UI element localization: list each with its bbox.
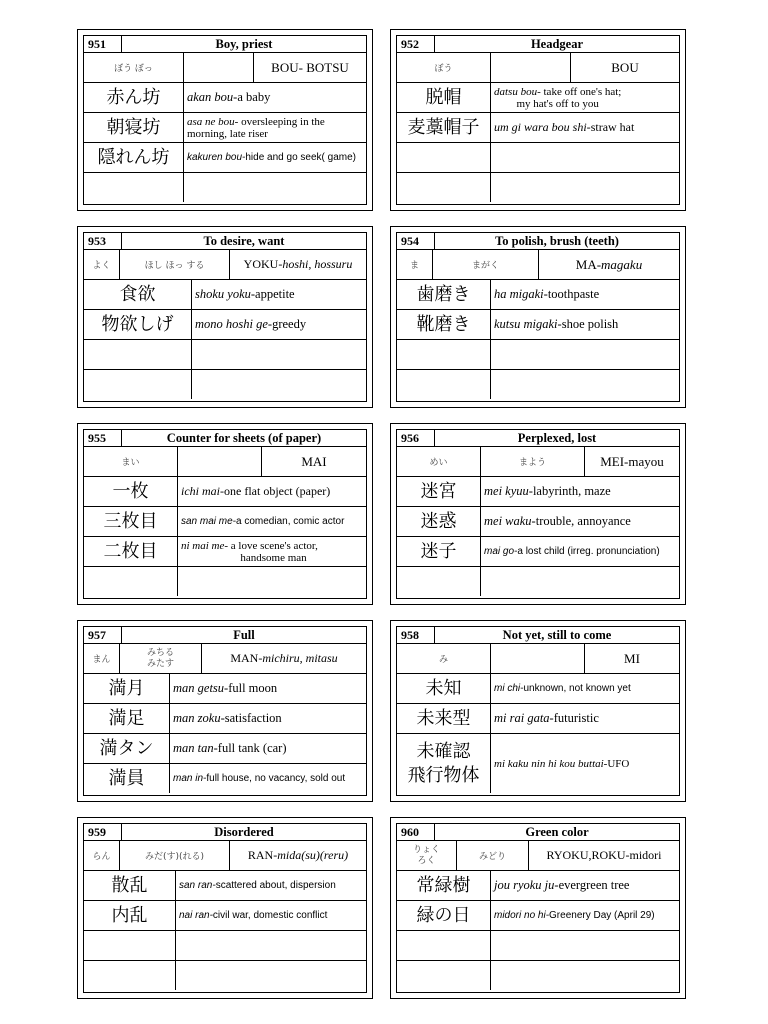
vocab-row-empty [397,340,679,370]
vocab-meaning [192,370,366,399]
vocab-word: 脱帽 [397,83,491,112]
vocab-word: 迷惑 [397,507,481,536]
vocab-word [397,370,491,399]
vocab-row-empty [397,173,679,202]
vocab-word: 常緑樹 [397,871,491,900]
vocab-meaning: ni mai me- a love scene's actor, handsome man [181,539,318,564]
vocab-meaning: kutsu migaki- shoe polish [494,317,619,331]
vocab-meaning [491,370,679,399]
kanji-card-959 [77,817,373,999]
kun-reading [491,53,571,82]
vocab-meaning [491,340,679,369]
card-number: 955 [84,430,122,446]
vocab-meaning [491,143,679,172]
vocab-word [397,143,491,172]
vocab-meaning: ichi mai- one flat object (paper) [181,484,331,498]
vocab-word: 歯磨き [397,280,491,309]
romaji-reading: RAN- mida(su)(reru) [247,848,349,862]
vocab-row-empty [84,173,366,202]
vocab-row [397,83,679,113]
vocab-meaning: san ran- scattered about, dispersion [179,880,336,891]
card-number: 959 [84,824,122,840]
kun-reading [491,644,585,673]
vocab-row-empty [84,567,366,596]
vocab-word [84,931,176,960]
card-title: Disordered [214,825,274,839]
card-number: 958 [397,627,435,643]
card-number: 952 [397,36,435,52]
vocab-meaning: kakuren bou- hide and go seek( game) [187,152,356,163]
vocab-row-empty [397,961,679,990]
vocab-row-empty [84,931,366,961]
romaji-reading: BOU [611,59,639,75]
kun-reading [184,53,254,82]
vocab-meaning: ha migaki- toothpaste [494,287,600,301]
vocab-row [84,704,366,734]
vocab-row [84,83,366,113]
vocab-meaning [481,567,679,596]
vocab-meaning [176,931,366,960]
vocab-meaning: man zoku- satisfaction [173,711,282,725]
vocab-row [84,310,366,340]
vocab-word [84,567,178,596]
vocab-row-empty [84,340,366,370]
romaji-reading: YOKU- hoshi, hossuru [243,257,353,271]
vocab-meaning [491,931,679,960]
kun-reading [178,447,262,476]
card-number: 957 [84,627,122,643]
vocab-meaning [184,173,366,202]
vocab-row [397,674,679,704]
vocab-row [84,901,366,931]
vocab-word [84,370,192,399]
vocab-word: 一枚 [84,477,178,506]
vocab-meaning: um gi wara bou shi- straw hat [494,120,635,134]
vocab-word [84,340,192,369]
vocab-meaning [176,961,366,990]
romaji-reading: MI [624,650,640,666]
kun-reading: みどり [457,841,529,870]
vocab-word: 物欲しげ [84,310,192,339]
vocab-word: 満タン [84,734,170,763]
vocab-word: 朝寝坊 [84,113,184,142]
on-reading: み [397,644,491,673]
vocab-meaning: man getsu- full moon [173,681,278,695]
vocab-row [397,704,679,734]
vocab-meaning: mei kyuu- labyrinth, maze [484,484,611,498]
vocab-meaning [491,961,679,990]
card-title: To polish, brush (teeth) [495,234,619,248]
card-number: 954 [397,233,435,249]
vocab-row-empty [397,931,679,961]
vocab-row [397,871,679,901]
vocab-word: 迷宮 [397,477,481,506]
card-title: Boy, priest [215,37,273,51]
vocab-row-empty [397,567,679,596]
kun-reading: みだ(す)(れる) [120,841,230,870]
kanji-card-951 [77,29,373,211]
vocab-meaning: jou ryoku ju- evergreen tree [494,878,630,892]
vocab-meaning: asa ne bou- oversleeping in the morning, late riser [187,115,325,140]
vocab-row-empty [397,370,679,399]
vocab-meaning: nai ran- civil war, domestic conflict [179,910,328,921]
card-title: Full [233,628,255,642]
on-reading: まん [84,644,120,673]
on-reading: らん [84,841,120,870]
vocab-word [397,173,491,202]
card-number: 953 [84,233,122,249]
on-reading: りょく ろく [397,841,457,870]
card-title: Counter for sheets (of paper) [166,431,322,445]
vocab-word: 靴磨き [397,310,491,339]
vocab-row [397,734,679,793]
vocab-word [397,340,491,369]
vocab-row [84,734,366,764]
vocab-meaning: mai go- a lost child (irreg. pronunciation) [484,546,660,557]
vocab-meaning: akan bou- a baby [187,90,271,104]
romaji-reading: RYOKU,ROKU- midori [546,848,662,862]
kanji-card-960 [390,817,686,999]
kanji-card-952 [390,29,686,211]
vocab-word: 緑の日 [397,901,491,930]
on-reading: まい [84,447,178,476]
kanji-card-956 [390,423,686,605]
card-title: To desire, want [203,234,285,248]
vocab-row-empty [84,370,366,399]
kanji-card-953 [77,226,373,408]
vocab-row [84,871,366,901]
vocab-word: 二枚目 [84,537,178,566]
on-reading: ぼう ぼっ [84,53,184,82]
vocab-word: 満員 [84,764,170,793]
vocab-row [84,507,366,537]
on-reading: ぼう [397,53,491,82]
vocab-word: 散乱 [84,871,176,900]
romaji-reading: MA- magaku [575,256,643,272]
vocab-meaning [491,173,679,202]
vocab-meaning: man in- full house, no vacancy, sold out [173,773,346,784]
vocab-row-empty [397,143,679,173]
vocab-row [397,537,679,567]
vocab-word: 赤ん坊 [84,83,184,112]
card-title: Not yet, still to come [502,628,612,642]
vocab-word [84,173,184,202]
vocab-row [397,901,679,931]
vocab-row [84,764,366,793]
kanji-card-958 [390,620,686,802]
kanji-card-957 [77,620,373,802]
kun-reading: ほし ほっ する [120,250,230,279]
vocab-meaning: san mai me- a comedian, comic actor [181,516,345,527]
vocab-word: 未来型 [397,704,491,733]
vocab-row [397,507,679,537]
vocab-meaning: man tan- full tank (car) [173,741,287,755]
card-number: 960 [397,824,435,840]
vocab-word [397,931,491,960]
vocab-meaning: datsu bou- take off one's hat; my hat's off to you [494,85,622,110]
card-title: Green color [525,825,589,839]
on-reading: ま [397,250,433,279]
romaji-reading: BOU- BOTSU [271,59,349,75]
vocab-row [397,113,679,143]
vocab-word: 三枚目 [84,507,178,536]
vocab-meaning: mei waku- trouble, annoyance [484,514,631,528]
card-title: Perplexed, lost [517,431,597,445]
kanji-card-954 [390,226,686,408]
vocab-word: 麦藁帽子 [397,113,491,142]
vocab-row [84,280,366,310]
vocab-row [84,674,366,704]
card-title: Headgear [530,37,584,51]
vocab-row [84,143,366,173]
vocab-meaning [178,567,366,596]
vocab-word: 内乱 [84,901,176,930]
vocab-meaning: mi chi- unknown, not known yet [494,683,631,694]
kanji-card-955 [77,423,373,605]
vocab-row [84,477,366,507]
vocab-word [397,961,491,990]
vocab-row [84,113,366,143]
vocab-row [397,477,679,507]
vocab-word [84,961,176,990]
card-number: 956 [397,430,435,446]
romaji-reading: MAI [301,453,327,469]
on-reading: よく [84,250,120,279]
kun-reading: まよう [481,447,585,476]
vocab-word: 食欲 [84,280,192,309]
vocab-word: 未知 [397,674,491,703]
vocab-word: 隠れん坊 [84,143,184,172]
vocab-row [397,310,679,340]
vocab-word [397,567,481,596]
vocab-row-empty [84,961,366,990]
vocab-meaning: midori no hi- Greenery Day (April 29) [494,910,655,921]
vocab-word: 満足 [84,704,170,733]
romaji-reading: MAN- michiru, mitasu [230,651,338,665]
vocab-meaning: mi rai gata- futuristic [494,711,599,725]
on-reading: めい [397,447,481,476]
vocab-meaning [192,340,366,369]
vocab-meaning: shoku yoku- appetite [195,287,295,301]
vocab-meaning: mi kaku nin hi kou buttai- UFO [494,757,630,770]
romaji-reading: MEI- mayou [600,453,664,469]
vocab-word: 迷子 [397,537,481,566]
vocab-row [84,537,366,567]
card-number: 951 [84,36,122,52]
vocab-row [397,280,679,310]
vocab-word: 未確認 飛行物体 [397,734,491,793]
vocab-word: 満月 [84,674,170,703]
kun-reading: まがく [433,250,539,279]
vocab-meaning: mono hoshi ge- greedy [195,317,307,331]
kun-reading: みちる みたす [120,644,202,673]
